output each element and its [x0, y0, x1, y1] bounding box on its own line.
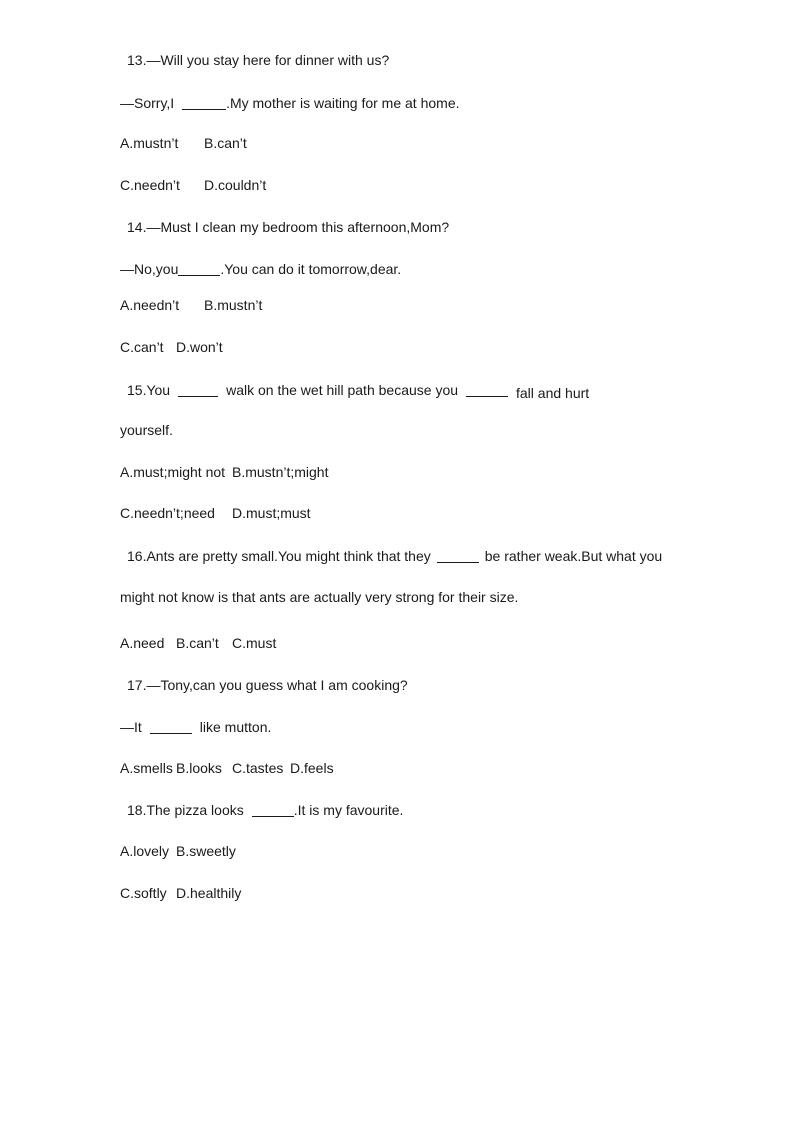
q16-stem-post: be rather weak.But what you	[484, 548, 663, 564]
q18-option-b: B.sweetly	[176, 843, 236, 859]
q15-stem-end	[516, 384, 589, 402]
q14-options-row1b	[204, 296, 262, 314]
q18-option-c: C.softly	[120, 885, 167, 901]
q15-options-row2	[120, 504, 215, 522]
q18-stem-pre: 18.The pizza looks	[127, 802, 244, 818]
q13-options-row2b	[204, 176, 266, 194]
q13-option-a: A.mustn’t	[120, 135, 179, 151]
q13-options-row1	[120, 134, 178, 152]
q17-reply	[120, 717, 271, 736]
q14-options-row1	[120, 296, 179, 314]
q17-option-c: C.tastes	[232, 760, 284, 776]
q14-answer-blank[interactable]	[178, 261, 220, 276]
q14-option-c: C.can’t	[120, 339, 164, 355]
q17-stem	[127, 676, 408, 694]
q13-options-row2	[120, 176, 180, 194]
q16-options-b	[176, 634, 219, 652]
q15-stem	[127, 380, 458, 399]
q18-stem	[127, 800, 403, 819]
q17-option-a: A.smells	[120, 760, 173, 776]
q14-option-a: A.needn’t	[120, 297, 180, 313]
q15-stem-pre: 15.You	[127, 382, 171, 398]
q14-stem-text: 14.—Must I clean my bedroom this afternoon,Mom?	[127, 219, 450, 235]
q14-reply-post: .You can do it tomorrow,dear.	[220, 261, 402, 277]
q15-stem-blank2-wrap	[466, 380, 508, 399]
q18-option-d: D.healthily	[176, 885, 242, 901]
q18-answer-blank[interactable]	[252, 802, 294, 817]
q15-options-row1b	[232, 463, 328, 481]
q16-answer-blank[interactable]	[437, 548, 479, 563]
q17-options-c	[232, 759, 283, 777]
q13-stem	[127, 51, 389, 69]
q18-options-row1b	[176, 842, 236, 860]
q16-options	[120, 634, 164, 652]
q17-option-d: D.feels	[290, 760, 334, 776]
q13-option-b: B.can’t	[204, 135, 247, 151]
q14-option-b: B.mustn’t	[204, 297, 263, 313]
q15-option-b: B.mustn’t;might	[232, 464, 329, 480]
q14-option-d: D.won’t	[176, 339, 223, 355]
q16-options-c	[232, 634, 276, 652]
q15-option-d: D.must;must	[232, 505, 311, 521]
q13-reply	[120, 93, 460, 112]
q16-stem-pre: 16.Ants are pretty small.You might think that they	[127, 548, 431, 564]
q13-option-d: D.couldn’t	[204, 177, 267, 193]
q17-options-d	[290, 759, 334, 777]
q17-answer-blank[interactable]	[150, 719, 192, 734]
q18-options-row2b	[176, 884, 241, 902]
q18-options-row2	[120, 884, 167, 902]
q17-options	[120, 759, 173, 777]
q17-options-b	[176, 759, 222, 777]
q16-stem-continued	[120, 588, 518, 606]
q13-options-row1b	[204, 134, 247, 152]
q17-reply-post: like mutton.	[199, 719, 272, 735]
q16-option-c: C.must	[232, 635, 277, 651]
q13-stem-text: 13.—Will you stay here for dinner with us?	[127, 52, 390, 68]
q17-reply-pre: —It	[120, 719, 142, 735]
q17-option-b: B.looks	[176, 760, 222, 776]
q13-answer-blank[interactable]	[182, 95, 226, 110]
q18-option-a: A.lovely	[120, 843, 170, 859]
q15-answer-blank-1[interactable]	[178, 382, 218, 397]
q14-reply	[120, 259, 401, 278]
q15-stem-mid: walk on the wet hill path because you	[226, 382, 459, 398]
q14-stem	[127, 218, 449, 236]
q15-answer-blank-2[interactable]	[466, 382, 508, 397]
q15-option-c: C.needn’t;need	[120, 505, 215, 521]
q15-stem-cont: yourself.	[120, 422, 173, 438]
q15-options-row1	[120, 463, 225, 481]
q14-reply-pre: —No,you	[120, 261, 179, 277]
q14-options-row2	[120, 338, 164, 356]
q13-option-c: C.needn’t	[120, 177, 180, 193]
q15-option-a: A.must;might not	[120, 464, 226, 480]
q16-stem-cont: might not know is that ants are actually very strong for their size.	[120, 589, 519, 605]
q16-stem	[127, 546, 662, 565]
q16-option-a: A.need	[120, 635, 165, 651]
q16-option-b: B.can’t	[176, 635, 219, 651]
q13-reply-post: .My mother is waiting for me at home.	[226, 95, 460, 111]
q18-stem-post: .It is my favourite.	[293, 802, 404, 818]
q17-stem-text: 17.—Tony,can you guess what I am cooking?	[127, 677, 408, 693]
q15-stem-post: fall and hurt	[516, 385, 590, 401]
q13-reply-pre: —Sorry,I	[120, 95, 179, 111]
q14-options-row2b	[176, 338, 223, 356]
q15-stem-continued	[120, 421, 173, 439]
q18-options-row1	[120, 842, 169, 860]
q15-options-row2b	[232, 504, 311, 522]
